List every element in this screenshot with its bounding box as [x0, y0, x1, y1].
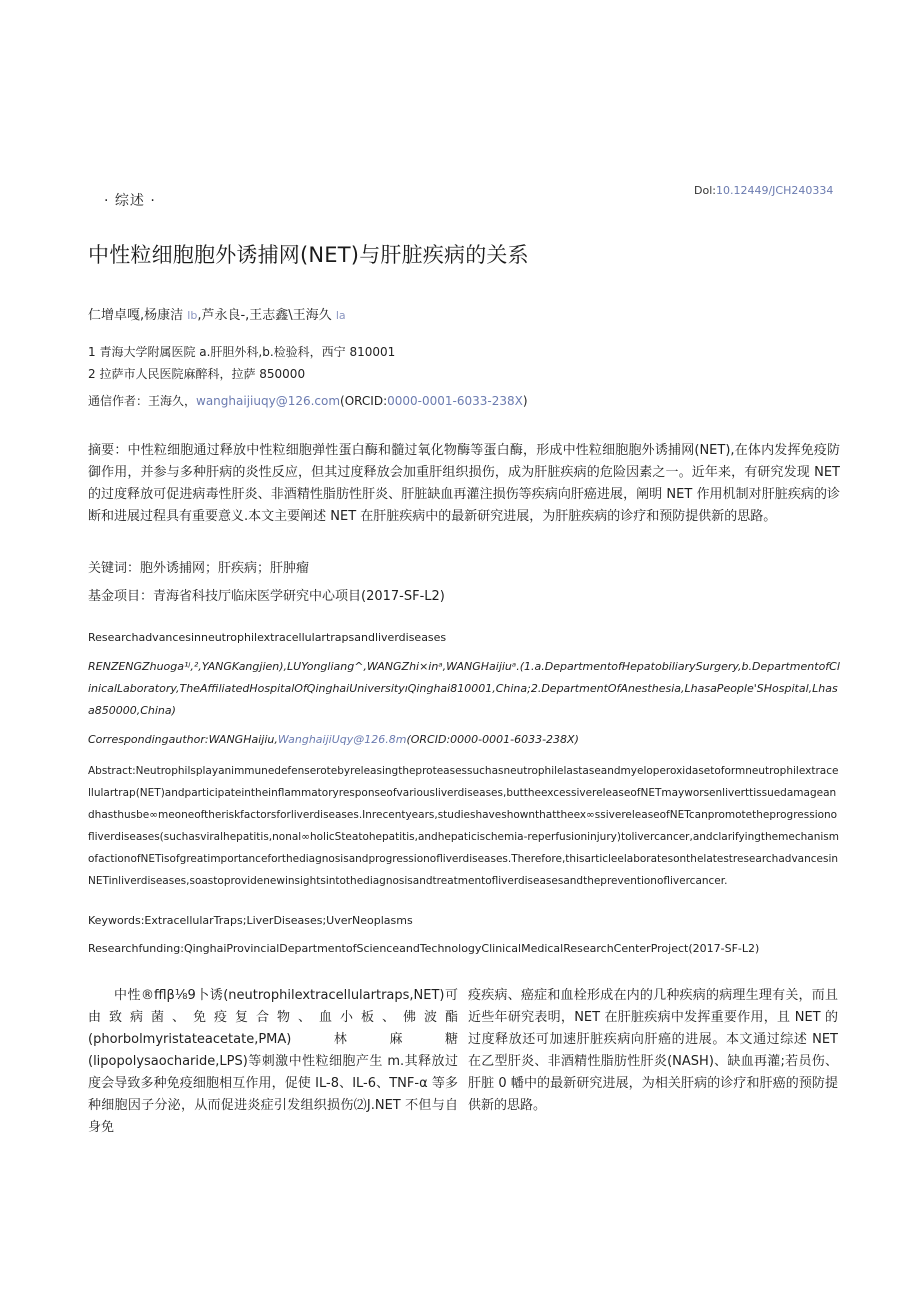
- authors-part2: ,芦永良-,王志鑫\王海久: [197, 308, 332, 323]
- author-affil-mark-1: lb: [187, 309, 198, 322]
- funding-cn: 基金项目：青海省科技厅临床医学研究中心项目(2017-SF-L2): [88, 589, 445, 604]
- corresponding-email-link[interactable]: wanghaijiuqy@126.com: [196, 394, 341, 408]
- corresponding-author: 通信作者：王海久，wanghaijiuqy@126.com(ORCID:0000-0001-6033-238X): [88, 394, 528, 408]
- section-tag: · 综述 ·: [104, 193, 156, 209]
- corresponding-label: 通信作者：王海久，: [88, 394, 197, 408]
- orcid-link[interactable]: 0000-0001-6033-238X: [387, 394, 523, 408]
- english-funding: Researchfunding:QinghaiProvincialDepartmentofScienceandTechnologyClinicalMedicalResearchCenterProject(2017-SF-L2): [88, 942, 760, 955]
- english-title: Researchadvancesinneutrophilextracellulartrapsandliverdiseases: [88, 631, 447, 644]
- english-corresponding: Correspondingauthor:WANGHaijiu,WanghaijiUqy@126.8m(ORCID:0000-0001-6033-238X): [88, 733, 579, 746]
- authors-part1: 仁增卓嘎,杨康洁: [88, 308, 184, 323]
- doi-label: Dol:: [694, 184, 716, 197]
- author-affil-mark-2: la: [335, 309, 346, 322]
- affiliation-1: 1 青海大学附属医院 a.肝胆外科,b.检验科，西宁 810001: [88, 345, 396, 359]
- doi: [694, 184, 833, 197]
- english-email-link[interactable]: WanghaijiUqy@126.8m: [277, 733, 407, 746]
- author-list: [88, 304, 346, 323]
- abstract-cn: 摘要：中性粒细胞通过释放中性粒细胞弹性蛋白酶和髓过氧化物酶等蛋白酶，形成中性粒细胞胞外诱捕网(NET),在体内发挥免疫防御作用，并参与多种肝病的炎性反应，但其过度释放会加重肝组织损伤，成为肝脏疾病的危险因素之一。近年来，有研究发现 NET 的过度释放可促进病毒性肝炎、非酒精性脂肪性肝炎、肝脏缺血再灌注损伤等疾病向肝癌进展，阐明 NET 作用机制对肝脏疾病的诊断和进展过程具有重要意义.本文主要阐述 NET 在肝脏疾病中的最新研究进展，为肝脏疾病的诊疗和预防提供新的思路。: [88, 443, 840, 524]
- body-column-left: 中性®fflβ⅛9卜诱(neutrophilextracellulartraps,NET)可由致病菌、免疫复合物、血小板、佛波酯(phorbolmyristateacetate,PMA)林麻糖(lipopolysaocharide,LPS)等刺激中性粒细胞产生 m.其释放过度会导致多种免疫细胞相互作用，促使 IL-8、IL-6、TNF-α 等多种细胞因子分泌，从而促进炎症引发组织损伤⑵J.NET 不但与自身免: [88, 988, 458, 1135]
- english-authors: RENZENGZhuoga¹ʲ,²,YANGKangjien),LUYongliang^,WANGZhi×inᵃ,WANGHaijiuᵃ.(1.a.DepartmentofHepatobiliarySurgery,b.DepartmentofClinicalLaboratory,TheAffiliatedHospitalOfQinghaiUniversityıQinghai810001,China;2.DepartmentOfAnesthesia,LhasaPeople'SHospital,Lhasa850000,China): [88, 660, 840, 717]
- body-column-right: 疫疾病、癌症和血栓形成在内的几种疾病的病理生理有关，而且近些年研究表明，NET 在肝脏疾病中发挥重要作用，且 NET 的过度释放还可加速肝脏疾病向肝癌的进展。本文通过综述 NET 在乙型肝炎、非酒精性脂肪性肝炎(NASH)、缺血再灌;若员伤、肝脏 0 幡中的最新研究进展，为相关肝病的诊疗和肝癌的预防提供新的思路。: [468, 988, 838, 1113]
- keywords-cn: 关键词：胞外诱捕网；肝疾病；肝肿瘤: [88, 561, 310, 576]
- doi-link[interactable]: 10.12449/JCH240334: [715, 184, 834, 197]
- english-keywords: Keywords:ExtracellularTraps;LiverDiseases;UverNeoplasms: [88, 914, 413, 927]
- english-abstract: Abstract:Neutrophilsplayanimmunedefenserotebyreleasingtheproteasessuchasneutrophilelastaseandmyeloperoxidasetoformneutrophilextracellulartrap(NET)andparticipateintheinflammatoryresponseofvariousliverdiseases,buttheexcessivereleaseofNETmayworsenliverttissuedamageandhasthusbe∞meoneoftheriskfactorsforliverdiseases.Inrecentyears,studieshaveshownthattheex∞ssivereleaseofNETcanpromotetheprogressionofliverdiseases(suchasviralhepatitis,nonal∞holicSteatohepatitis,andhepaticischemia-reperfusioninjury)tolivercancer,andclarifyingthemechanismofactionofNETisofgreatimportanceforthediagnosisandprogressionofliverdiseases.Therefore,thisarticleelaboratesonthelatestresearchadvancesinNETinliverdiseases,soastoprovidenewinsightsintothediagnosisandtreatmentofliverdiseasesandthepreventionoflivercаncer.: [88, 765, 839, 887]
- affiliation-2: 2 拉萨市人民医院麻醉科，拉萨 850000: [88, 367, 306, 381]
- article-title: 中性粒细胞胞外诱捕网(NET)与肝脏疾病的关系: [88, 243, 529, 267]
